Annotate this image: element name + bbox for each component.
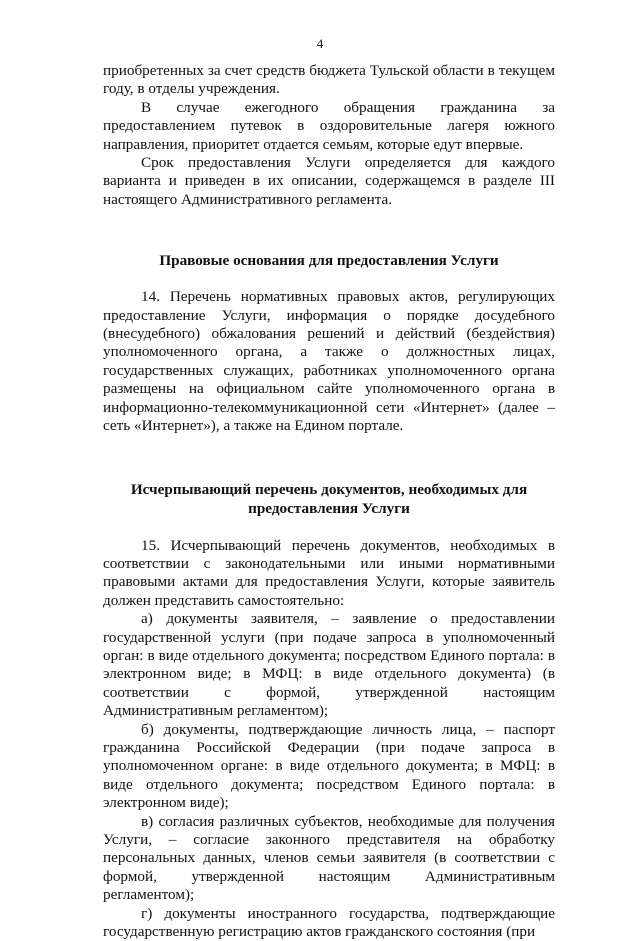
paragraph-15: 15. Исчерпывающий перечень документов, необходимых в соответствии с законодательными или иными нормативными правовыми актами для предоставления Услуги, которые заявитель должен представить самостоятельно: [103, 536, 555, 609]
paragraph-deadline: Срок предоставления Услуги определяется для каждого варианта и приведен в их описании, содержащемся в разделе III настоящего Административного регламента. [103, 154, 555, 208]
section-heading-documents: Исчерпывающий перечень документов, необходимых для предоставления Услуги [130, 480, 528, 517]
paragraph-14: 14. Перечень нормативных правовых актов, регулирующих предоставление Услуги, информация о порядке досудебного (внесудебного) обжалования решений и действий (бездействия) уполномоченного органа, а также о должностных лицах, государственных служащих, работниках уполномоченного органа размещены на официальном сайте уполномоченного органа в информационно-телекоммуникационной сети «Интернет» (далее – сеть «Интернет»), а также на Едином портале. [103, 288, 555, 435]
page-number: 4 [316, 36, 324, 51]
list-item-g: г) документы иностранного государства, подтверждающие государственную регистрацию актов гражданского состояния (при [103, 904, 555, 941]
paragraph-priority: В случае ежегодного обращения гражданина за предоставлением путевок в оздоровительные лагеря южного направления, приоритет отдается семьям, которые едут впервые. [103, 98, 555, 153]
section-heading-legal-basis: Правовые основания для предоставления Услуги [159, 252, 499, 270]
list-item-v: в) согласия различных субъектов, необходимые для получения Услуги, – согласие законного представителя на обработку персональных данных, членов семьи заявителя (в соответствии с формой, утвержденной настоящим Административным регламентом); [103, 812, 555, 904]
paragraph-continuation: приобретенных за счет средств бюджета Тульской области в текущем году, в отделы учреждения. [103, 62, 555, 98]
list-item-b: б) документы, подтверждающие личность лица, – паспорт гражданина Российской Федерации (при подаче запроса в уполномоченном органе: в виде отдельного документа; в МФЦ: в виде отдельного документа; посредством Единого портала: в электронном виде); [103, 720, 555, 812]
page-content [103, 62, 555, 941]
list-item-a: а) документы заявителя, – заявление о предоставлении государственной услуги (при подаче запроса в уполномоченный орган: в виде отдельного документа; посредством Единого портала: в электронном виде; в МФЦ: в виде отдельного документа) (в соответствии с формой, утвержденной настоящим Административным регламентом); [103, 610, 555, 720]
